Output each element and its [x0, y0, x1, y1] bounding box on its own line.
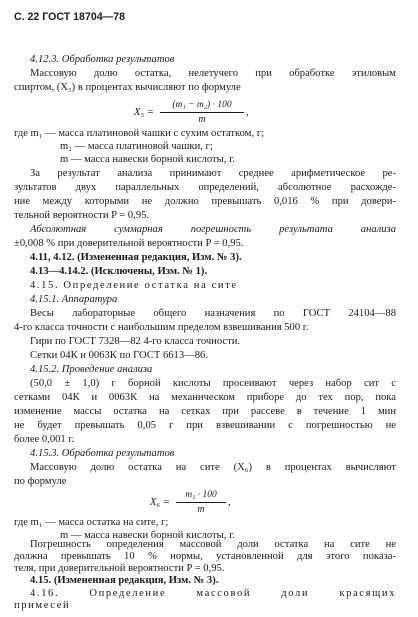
paragraph-line: более 0,001 г.	[14, 434, 75, 445]
amendment-note: 4.15. (Измененная редакция, Изм. № 3).	[30, 575, 219, 586]
formula-fraction	[176, 489, 226, 516]
section-4-12-3-title: 4.12.3. Обработка результатов	[30, 54, 175, 65]
where-line: m — масса навески борной кислоты, г.	[60, 154, 235, 165]
amendment-note: 4.11, 4.12. (Измененная редакция, Изм. № 3).	[30, 252, 242, 263]
paragraph-line: ±0,008 % при доверительной вероятности P = 0,95.	[14, 238, 244, 249]
formula-tail: ,	[246, 107, 249, 118]
paragraph-line: сетками 04К и 0063К на механическом приборе до тех пор, пока	[14, 392, 396, 403]
formula-numerator: m₁ · 100	[176, 489, 226, 503]
where-line: m — масса навески борной кислоты, г.	[60, 530, 235, 541]
where-line: где m₁ — масса платиновой чашки с сухим остатком, г;	[14, 128, 265, 139]
section-4-16-title: 4.16. Определение массовой доли красящих	[30, 588, 396, 599]
section-4-15-2-title: 4.15.2. Проведение анализа	[30, 364, 153, 375]
paragraph-line: За результат анализа принимают среднее арифметическое ре-	[30, 168, 396, 179]
section-4-15-title: 4.15. Определение остатка на сите	[30, 280, 238, 291]
paragraph-line: Весы лабораторные общего назначения по ГОСТ 24104—88	[30, 308, 396, 319]
paragraph-line: зультатов двух параллельных определений, абсолютное расхожде-	[14, 182, 396, 193]
section-4-16-title-cont: примесей	[14, 600, 71, 611]
paragraph-line: не будет превышать 0,05 г при взвешивании с погрешностью не	[14, 420, 396, 431]
paragraph-line: должна превышать 10 % нормы, установленной для этого показа-	[14, 551, 396, 562]
formula-denominator: m	[197, 504, 205, 515]
section-4-15-1-title: 4.15.1. Аппаратура	[30, 294, 118, 305]
section-4-15-3-title: 4.15.3. Обработка результатов	[30, 448, 175, 459]
paragraph-line: Гири по ГОСТ 7328—82 4-го класса точности.	[30, 336, 241, 347]
paragraph-line: Абсолютная суммарная погрешность результата анализа	[30, 224, 396, 235]
paragraph-line: Сетки 04К и 0063К по ГОСТ 6613—86.	[30, 350, 208, 361]
where-line: m₂ — масса платиновой чашки, г;	[60, 141, 213, 152]
where-line: где m₁ — масса остатка на сите, г;	[14, 517, 169, 528]
formula-tail: ,	[228, 497, 231, 508]
paragraph-line: (50,0 ± 1,0) г борной кислоты просеивают через набор сит с	[30, 378, 396, 389]
paragraph-line: спиртом, (X₅) в процентах вычисляют по формуле	[14, 82, 241, 93]
paragraph-line: Погрешность определения массовой доли остатка на сите не	[30, 539, 396, 550]
formula-lhs: X₅ =	[134, 107, 154, 118]
paragraph-line: Массовую долю остатка, нелетучего при обработке этиловым	[30, 68, 396, 79]
paragraph-line: тельной вероятности P = 0,95.	[14, 210, 150, 221]
paragraph-line: изменение массы остатка на сетках при рассеве в течение 1 мин	[14, 406, 396, 417]
amendment-note: 4.13—4.14.2. (Исключены, Изм. № 1).	[30, 266, 208, 277]
paragraph-line: 4-го класса точности с наибольшим пределом взвешивания 500 г.	[14, 322, 309, 333]
paragraph-line: теля, при доверительной вероятности P = 0,95.	[14, 563, 225, 574]
paragraph-line: Массовую долю остатка на сите (X₆) в процентах вычисляют	[30, 462, 396, 473]
paragraph-line: ние между которыми не должно превышать 0,016 % при довери-	[14, 196, 396, 207]
paragraph-line: по формуле	[14, 476, 67, 487]
page-header: С. 22 ГОСТ 18704—78	[14, 11, 126, 23]
formula-numerator: (m₁ − m₂) · 100	[160, 99, 244, 113]
formula-lhs: X₆ =	[150, 497, 170, 508]
formula-fraction	[160, 99, 244, 126]
formula-denominator: m	[198, 114, 206, 125]
